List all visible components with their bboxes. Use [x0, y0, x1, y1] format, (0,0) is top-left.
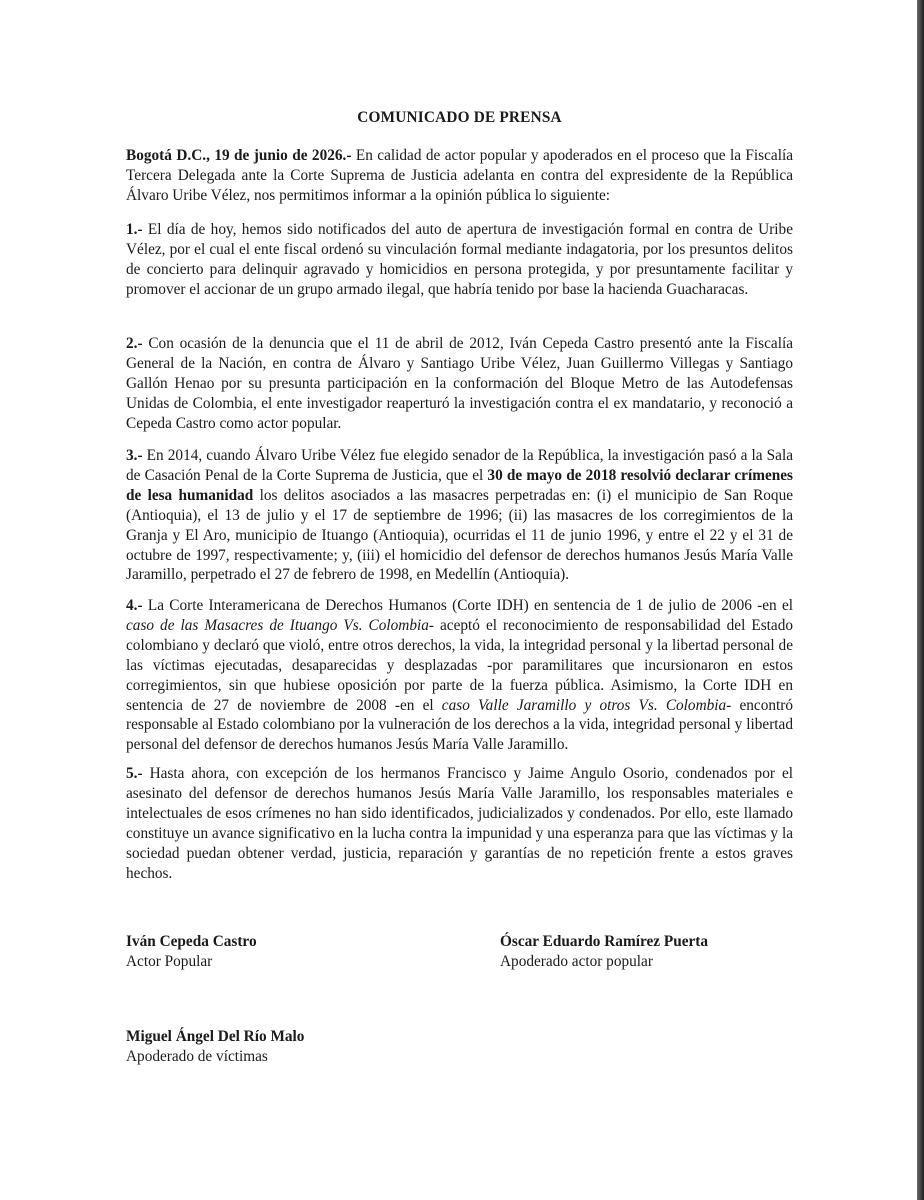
paragraph-2-text: Con ocasión de la denuncia que el 11 de abril de 2012, Iván Cepeda Castro presentó ante la Fiscalía General de la Nación, en contra de Álvaro y Santiago Uribe Vélez, Juan Guillermo Villegas y Santiago Gallón Henao por su presunta participación en la conformación del Bloque Metro de las Autodefensas Unidas de Colombia, el ente investigador reaperturó la investigación contra el ex mandatario, y reconoció a Cepeda Castro como actor popular. [126, 335, 793, 432]
paragraph-5-number: 5.- [126, 765, 143, 782]
signature-3-role: Apoderado de víctimas [126, 1048, 268, 1065]
paragraph-5 [126, 764, 793, 883]
signature-3 [126, 1027, 304, 1067]
signature-2-role: Apoderado actor popular [500, 953, 653, 970]
paragraph-2-number: 2.- [126, 335, 143, 352]
document-title: COMUNICADO DE PRENSA [357, 109, 562, 126]
paragraph-4-number: 4.- [126, 597, 143, 614]
signature-1 [126, 932, 257, 972]
paragraph-3-number: 3.- [126, 447, 143, 464]
intro-paragraph [126, 146, 793, 206]
paragraph-3-text-a: En 2014, cuando Álvaro Uribe Vélez fue elegido senador de la República, la investigación pasó a la Sala de Casación Penal de la Corte Suprema de Justicia, que el [126, 447, 793, 484]
scan-edge-shadow [917, 0, 924, 1200]
paragraph-4-case-valle: caso Valle Jaramillo y otros Vs. Colombia- [441, 696, 732, 714]
signature-2 [500, 932, 708, 972]
signature-3-name: Miguel Ángel Del Río Malo [126, 1028, 305, 1045]
paragraph-3-bold-ruling: 30 de mayo de 2018 resolvió declarar crímenes de lesa humanidad [126, 466, 793, 504]
paragraph-4 [126, 596, 793, 755]
intro-text: En calidad de actor popular y apoderados en el proceso que la Fiscalía Tercera Delegada ante la Corte Suprema de Justicia adelanta en contra del expresidente de la República Álvaro Uribe Vélez, nos permitimos informar a la opinión pública lo siguiente: [126, 147, 794, 204]
intro-date-lead: Bogotá D.C., 19 de junio de 2026.- [126, 147, 352, 164]
paragraph-5-text: Hasta ahora, con excepción de los hermanos Francisco y Jaime Angulo Osorio, condenados por el asesinato del defensor de derechos humanos Jesús María Valle Jaramillo, los responsables materiales e intelectuales de esos crímenes no han sido identificados, judicializados y condenados. Por ello, este llamado constituye un avance significativo en la lucha contra la impunidad y una esperanza para que las víctimas y la sociedad puedan obtener verdad, justicia, reparación y garantías de no repetición frente a estos graves hechos. [126, 765, 793, 882]
paragraph-1-text: El día de hoy, hemos sido notificados del auto de apertura de investigación formal en contra de Uribe Vélez, por el cual el ente fiscal ordenó su vinculación formal mediante indagatoria, por los presuntos delitos de concierto para delinquir agravado y homicidios en persona protegida, y por presuntamente facilitar y promover el accionar de un grupo armado ilegal, que habría tenido por base la hacienda Guacharacas. [126, 221, 793, 298]
signature-2-name: Óscar Eduardo Ramírez Puerta [500, 933, 709, 950]
paragraph-3 [126, 446, 793, 585]
paragraph-4-text-c: encontró responsable al Estado colombiano por la vulneración de los derechos a la vida, integridad personal y libertad personal del defensor de derechos humanos Jesús María Valle Jaramillo. [126, 696, 793, 754]
paragraph-4-text-b: aceptó el reconocimiento de responsabilidad del Estado colombiano y declaró que violó, entre otros derechos, la vida, la integridad personal y la libertad personal de las víctimas ejecutadas, desaparecidas y desplazadas -por paramilitares que incursionaron en estos corregimientos, sin que hubiese oposición por parte de la fuerza pública. Asimismo, la Corte IDH en sentencia de 27 de noviembre de 2008 -en el [126, 616, 794, 714]
paragraph-2 [126, 334, 793, 434]
signature-1-name: Iván Cepeda Castro [126, 933, 257, 950]
paragraph-3-text-b: los delitos asociados a las masacres perpetradas en: (i) el municipio de San Roque (Antioquia), el 13 de julio y el 17 de septiembre de 1996; (ii) las masacres de los corregimientos de la Granja y El Aro, municipio de Ituango (Antioquia), ocurridas el 11 de junio 1996, y entre el 22 y el 31 de octubre de 1997, respectivamente; y, (iii) el homicidio del defensor de derechos humanos Jesús María Valle Jaramillo, perpetrado el 27 de febrero de 1998, en Medellín (Antioquia). [126, 486, 794, 584]
signature-1-role: Actor Popular [126, 953, 213, 970]
paragraph-4-case-ituango: caso de las Masacres de Ituango Vs. Colombia- [126, 616, 434, 634]
paragraph-1-number: 1.- [126, 221, 143, 238]
paragraph-1 [126, 220, 793, 300]
paragraph-4-text-a: La Corte Interamericana de Derechos Humanos (Corte IDH) en sentencia de 1 de julio de 2006 -en el [142, 597, 793, 614]
